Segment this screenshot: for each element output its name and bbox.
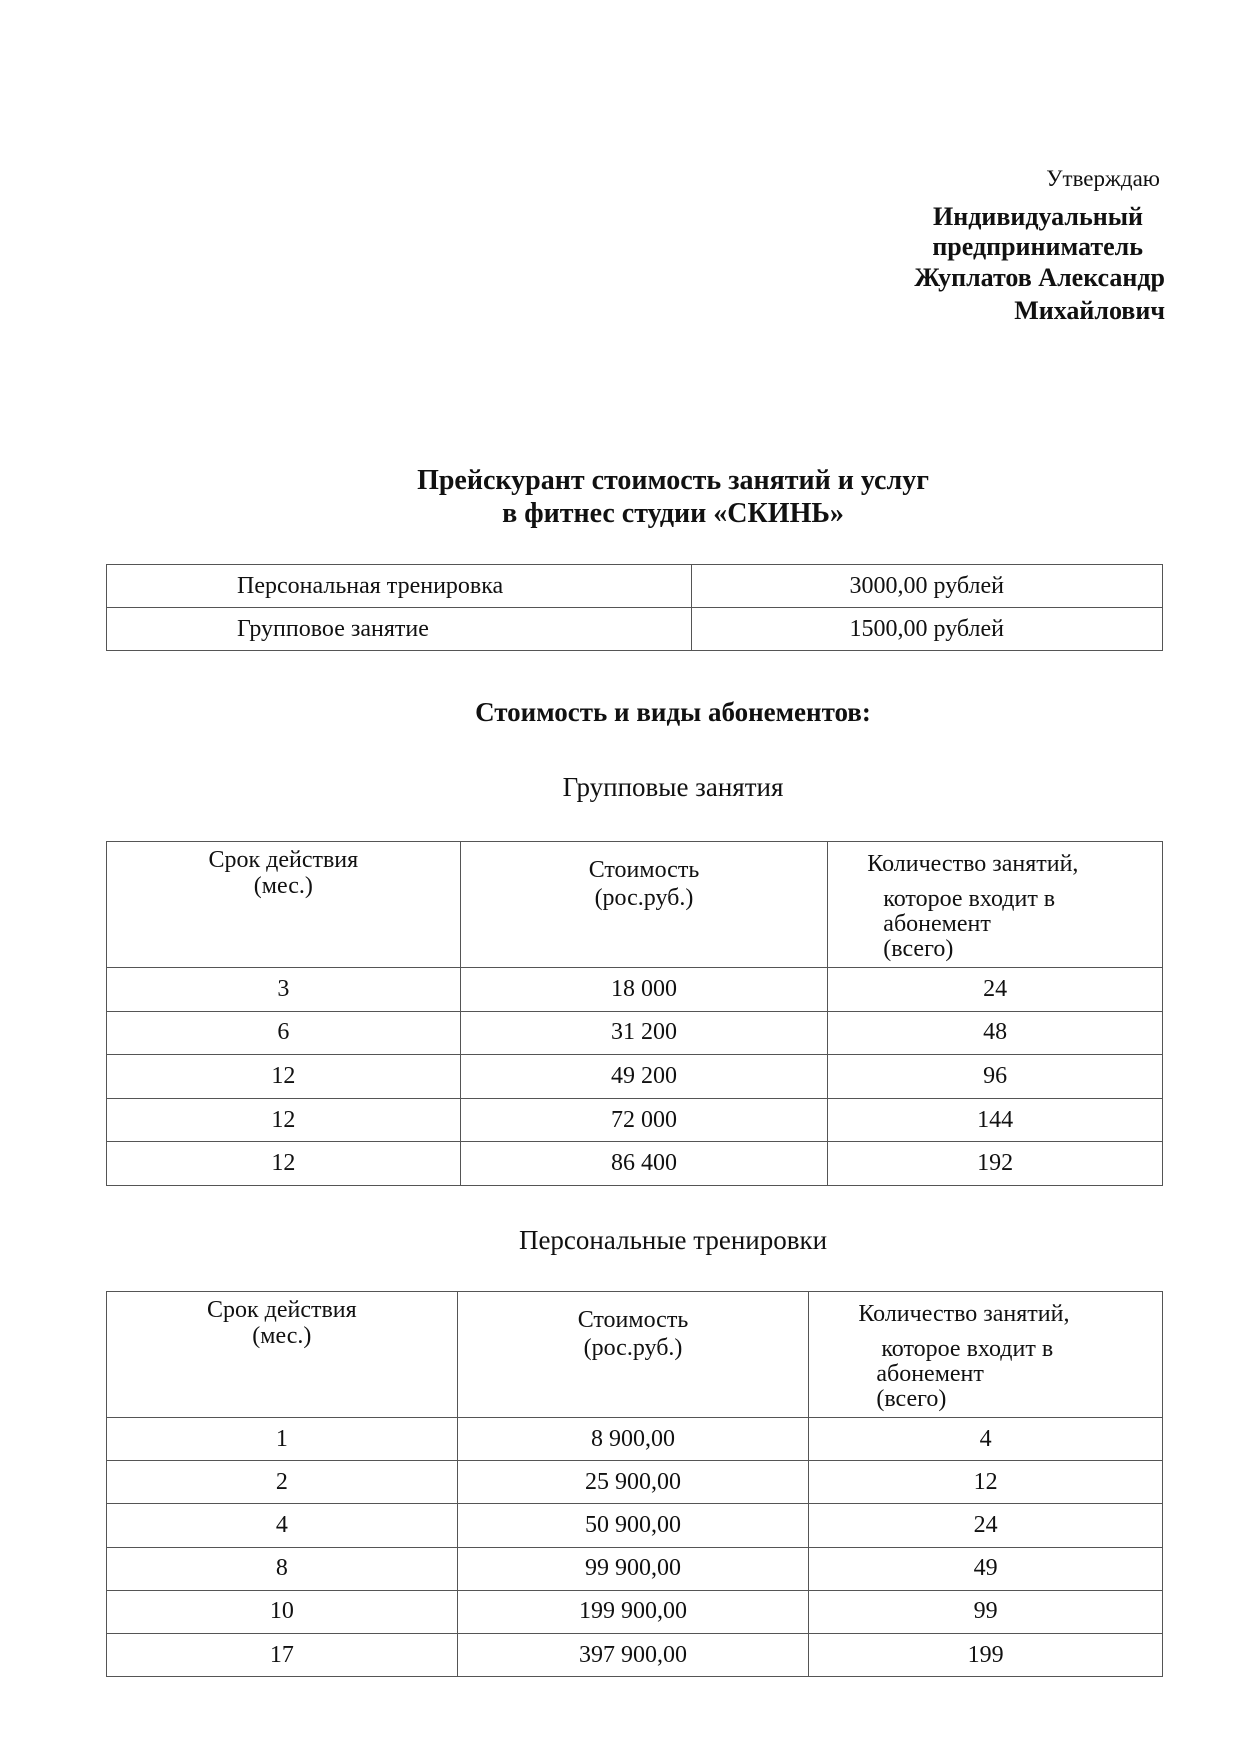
table-row bbox=[107, 1590, 1163, 1633]
table-row bbox=[107, 1418, 1163, 1461]
table-header-row bbox=[107, 842, 1163, 968]
cell-count: 12 bbox=[809, 1461, 1163, 1504]
cell-cost: 18 000 bbox=[460, 968, 828, 1012]
cell-count: 192 bbox=[828, 1142, 1163, 1186]
table-row bbox=[107, 1504, 1163, 1547]
header-line: (мес.) bbox=[252, 1323, 312, 1349]
cell-term: 1 bbox=[107, 1418, 458, 1461]
cell-cost: 50 900,00 bbox=[457, 1504, 809, 1547]
cell-term: 8 bbox=[107, 1547, 458, 1590]
table-row bbox=[107, 1098, 1163, 1142]
header-line: которое входит в bbox=[881, 1336, 1054, 1362]
cell-count: 96 bbox=[828, 1055, 1163, 1099]
document-title-line-1: Прейскурант стоимость занятий и услуг bbox=[417, 465, 929, 496]
table-row bbox=[107, 565, 1163, 608]
cell-count: 24 bbox=[809, 1504, 1163, 1547]
cell-term: 2 bbox=[107, 1461, 458, 1504]
column-header-term bbox=[107, 1292, 458, 1418]
cell-cost: 199 900,00 bbox=[457, 1590, 809, 1633]
cell-cost: 72 000 bbox=[460, 1098, 828, 1142]
personal-table-body bbox=[107, 1418, 1163, 1677]
cell-cost: 8 900,00 bbox=[457, 1418, 809, 1461]
personal-table bbox=[106, 1291, 1163, 1677]
cell-cost: 25 900,00 bbox=[457, 1461, 809, 1504]
header-line: (рос.руб.) bbox=[594, 885, 694, 911]
approver-line-3: Жуплатов Александр bbox=[914, 263, 1165, 292]
header-line: Срок действия bbox=[208, 847, 359, 873]
group-table-body bbox=[107, 968, 1163, 1186]
approver-line-1: Индивидуальный bbox=[933, 202, 1143, 231]
cell-count: 49 bbox=[809, 1547, 1163, 1590]
header-line: абонемент bbox=[876, 1361, 984, 1387]
cell-count: 4 bbox=[809, 1418, 1163, 1461]
column-header-term bbox=[107, 842, 461, 968]
cell-term: 12 bbox=[107, 1142, 461, 1186]
group-table bbox=[106, 841, 1163, 1186]
header-line: (мес.) bbox=[253, 873, 313, 899]
header-line: Срок действия bbox=[206, 1297, 357, 1323]
header-line: (рос.руб.) bbox=[583, 1335, 683, 1361]
service-name: Групповое занятие bbox=[107, 608, 692, 651]
header-line: (всего) bbox=[876, 1386, 947, 1412]
column-header-count bbox=[809, 1292, 1163, 1418]
cell-count: 48 bbox=[828, 1011, 1163, 1055]
header-line: (всего) bbox=[883, 936, 954, 962]
header-line: Стоимость bbox=[577, 1307, 689, 1333]
cell-cost: 397 900,00 bbox=[457, 1633, 809, 1676]
approver-line-4: Михайлович bbox=[1014, 296, 1165, 325]
cell-count: 199 bbox=[809, 1633, 1163, 1676]
cell-cost: 86 400 bbox=[460, 1142, 828, 1186]
service-price: 3000,00 рублей bbox=[691, 565, 1162, 608]
table-row bbox=[107, 1461, 1163, 1504]
cell-term: 3 bbox=[107, 968, 461, 1012]
column-header-count bbox=[828, 842, 1163, 968]
cell-count: 144 bbox=[828, 1098, 1163, 1142]
service-price: 1500,00 рублей bbox=[691, 608, 1162, 651]
table-row bbox=[107, 1011, 1163, 1055]
table-row bbox=[107, 1055, 1163, 1099]
table-row bbox=[107, 608, 1163, 651]
header-line: которое входит в bbox=[883, 886, 1056, 912]
cell-term: 17 bbox=[107, 1633, 458, 1676]
cell-term: 12 bbox=[107, 1055, 461, 1099]
header-line: Стоимость bbox=[588, 857, 700, 883]
document-title-line-2: в фитнес студии «СКИНЬ» bbox=[502, 498, 844, 529]
header-line: абонемент bbox=[883, 911, 991, 937]
column-header-cost bbox=[460, 842, 828, 968]
cell-term: 6 bbox=[107, 1011, 461, 1055]
approver-line-2: предприниматель bbox=[932, 232, 1143, 261]
table-row bbox=[107, 968, 1163, 1012]
cell-cost: 31 200 bbox=[460, 1011, 828, 1055]
table-header-row bbox=[107, 1292, 1163, 1418]
cell-cost: 49 200 bbox=[460, 1055, 828, 1099]
header-line: Количество занятий, bbox=[867, 851, 1079, 877]
group-heading: Групповые занятия bbox=[562, 772, 784, 802]
service-name: Персональная тренировка bbox=[107, 565, 692, 608]
cell-count: 99 bbox=[809, 1590, 1163, 1633]
header-line: Количество занятий, bbox=[858, 1301, 1070, 1327]
table-row bbox=[107, 1547, 1163, 1590]
cell-term: 12 bbox=[107, 1098, 461, 1142]
table-row bbox=[107, 1142, 1163, 1186]
cell-count: 24 bbox=[828, 968, 1163, 1012]
cell-cost: 99 900,00 bbox=[457, 1547, 809, 1590]
services-table bbox=[106, 564, 1163, 651]
cell-term: 4 bbox=[107, 1504, 458, 1547]
cell-term: 10 bbox=[107, 1590, 458, 1633]
approval-label: Утверждаю bbox=[1046, 166, 1160, 191]
personal-heading: Персональные тренировки bbox=[518, 1225, 828, 1255]
table-row bbox=[107, 1633, 1163, 1676]
subscriptions-heading: Стоимость и виды абонементов: bbox=[475, 697, 871, 727]
column-header-cost bbox=[457, 1292, 809, 1418]
